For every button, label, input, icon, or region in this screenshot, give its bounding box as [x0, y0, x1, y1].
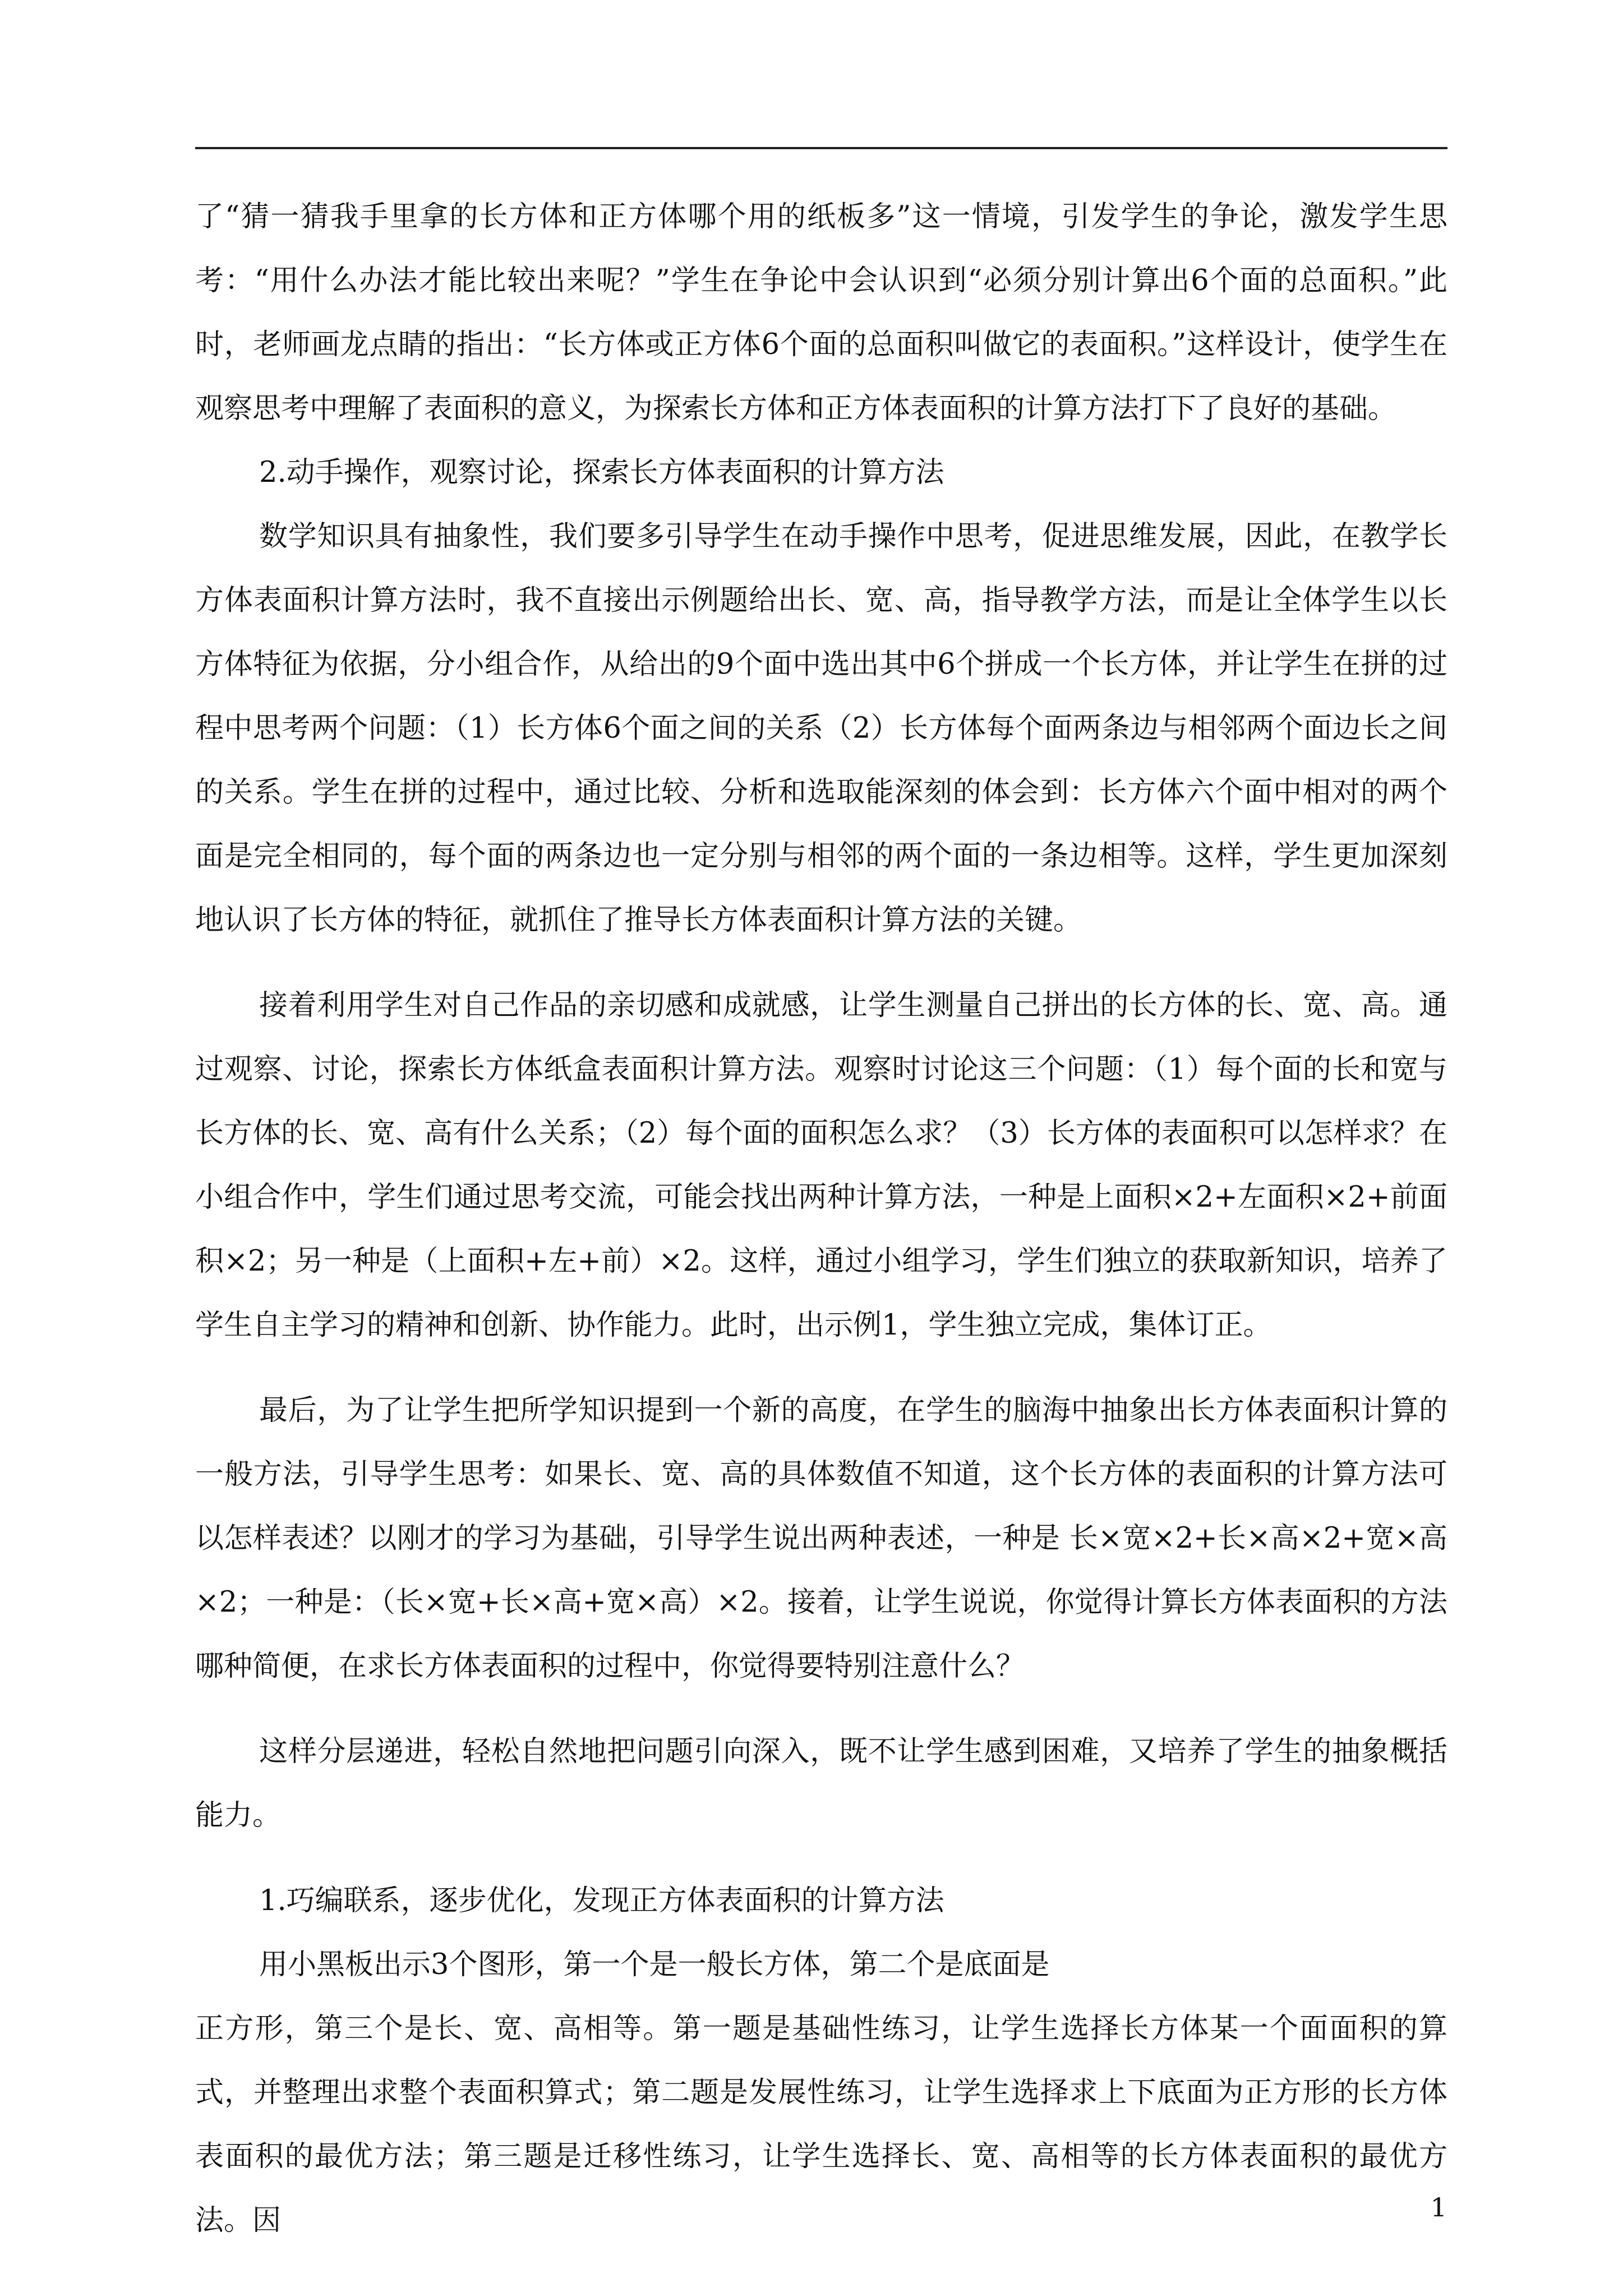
body-text	[195, 185, 1447, 2253]
section-heading-rectangular-prism: 2.动手操作，观察讨论，探索长方体表面积的计算方法	[259, 456, 944, 489]
section-heading-cube: 1.巧编联系，逐步优化，发现正方体表面积的计算方法	[259, 1884, 944, 1917]
paragraph-hands-on: 数学知识具有抽象性，我们要多引导学生在动手操作中思考，促进思维发展，因此，在教学长方体表面积计算方法时，我不直接出示例题给出长、宽、高，指导教学方法，而是让全体学生以长方体特征为依据，分小组合作，从给出的9个面中选出其中6个拼成一个长方体，并让学生在拼的过程中思考两个问题：（1）长方体6个面之间的关系（2）长方体每个面两条边与相邻两个面边长之间的关系。学生在拼的过程中，通过比较、分析和选取能深刻的体会到：长方体六个面中相对的两个面是完全相同的，每个面的两条边也一定分别与相邻的两个面的一条边相等。这样，学生更加深刻地认识了长方体的特征，就抓住了推导长方体表面积计算方法的关键。	[195, 520, 1447, 937]
paragraph-observe-discuss: 接着利用学生对自己作品的亲切感和成就感，让学生测量自己拼出的长方体的长、宽、高。通过观察、讨论，探索长方体纸盒表面积计算方法。观察时讨论这三个问题：（1）每个面的长和宽与长方体的长、宽、高有什么关系；（2）每个面的面积怎么求？（3）长方体的表面积可以怎样求？在小组合作中，学生们通过思考交流，可能会找出两种计算方法，一种是上面积×2+左面积×2+前面积×2；另一种是（上面积+左+前）×2。这样，通过小组学习，学生们独立的获取新知识，培养了学生自主学习的精神和创新、协作能力。此时，出示例1，学生独立完成，集体订正。	[195, 989, 1447, 1342]
paragraph-exercises: 正方形，第三个是长、宽、高相等。第一题是基础性练习，让学生选择长方体某一个面面积的算式，并整理出求整个表面积算式；第二题是发展性练习，让学生选择求上下底面为正方形的长方体表面积的最优方法；第三题是迁移性练习，让学生选择长、宽、高相等的长方体表面积的最优方法。因	[195, 2012, 1447, 2237]
paragraph-intro-continued: 了“猜一猜我手里拿的长方体和正方体哪个用的纸板多”这一情境，引发学生的争论，激发学生思考：“用什么办法才能比较出来呢？”学生在争论中会认识到“必须分别计算出6个面的总面积。”此时，老师画龙点睛的指出：“长方体或正方体6个面的总面积叫做它的表面积。”这样设计，使学生在观察思考中理解了表面积的意义，为探索长方体和正方体表面积的计算方法打下了良好的基础。	[195, 200, 1447, 425]
paragraph-general-method: 最后，为了让学生把所学知识提到一个新的高度，在学生的脑海中抽象出长方体表面积计算的一般方法，引导学生思考：如果长、宽、高的具体数值不知道，这个长方体的表面积的计算方法可以怎样表述？以刚才的学习为基础，引导学生说出两种表述，一种是 长×宽×2+长×高×2+宽×高×2；一种是：（长×宽+长×高+宽×高）×2。接着，让学生说说，你觉得计算长方体表面积的方法哪种简便，在求长方体表面积的过程中，你觉得要特别注意什么？	[195, 1394, 1447, 1683]
page-number: 1	[1430, 2192, 1447, 2223]
header-rule	[195, 147, 1447, 149]
paragraph-layered-progress: 这样分层递进，轻松自然地把问题引向深入，既不让学生感到困难，又培养了学生的抽象概括能力。	[195, 1735, 1447, 1832]
paragraph-blackboard-figures: 用小黑板出示3个图形，第一个是一般长方体，第二个是底面是	[259, 1948, 1050, 1981]
